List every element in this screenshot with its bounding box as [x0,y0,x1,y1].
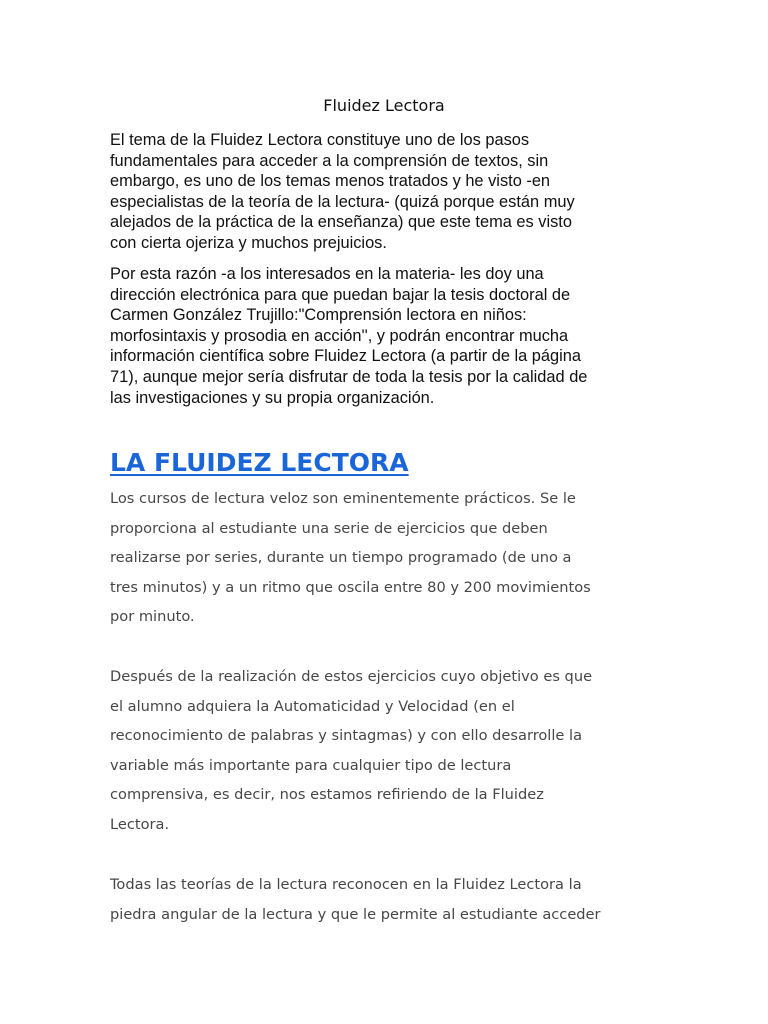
text-line: Después de la realización de estos ejercicios cuyo objetivo es que [110,668,593,685]
section-heading-link[interactable]: LA FLUIDEZ LECTORA [110,448,409,477]
text-line: reconocimiento de palabras y sintagmas) y con ello desarrolle la [110,727,583,745]
text-line: proporciona al estudiante una serie de ejercicios que deben [110,519,548,537]
text-line: comprensiva, es decir, nos estamos refiriendo de la Fluidez [110,786,544,804]
text-line: fundamentales para acceder a la comprensión de textos, sin [110,151,549,170]
body-paragraph-1 [110,484,670,632]
text-line: con cierta ojeriza y muchos prejuicios. [110,233,387,252]
text-line: las investigaciones y su propia organización. [110,388,435,407]
text-line: por minuto. [110,608,195,626]
text-line: Carmen González Trujillo:"Comprensión lectora en niños: [110,306,527,325]
text-line: 71), aunque mejor sería disfrutar de toda la tesis por la calidad de [110,367,588,386]
intro-paragraph-2 [110,264,670,408]
text-line: dirección electrónica para que puedan bajar la tesis doctoral de [110,285,571,304]
document-title: Fluidez Lectora [323,96,445,115]
text-line: Por esta razón -a los interesados en la materia- les doy una [110,265,544,283]
body-paragraph-2 [110,662,670,840]
text-line: El tema de la Fluidez Lectora constituye uno de los pasos [110,131,530,149]
text-line: morfosintaxis y prosodia en acción'', y podrán encontrar mucha [110,326,569,345]
text-line: el alumno adquiera la Automaticidad y Velocidad (en el [110,697,515,715]
text-line: alejados de la práctica de la enseñanza) que este tema es visto [110,213,572,232]
text-line: variable más importante para cualquier tipo de lectura [110,756,512,774]
text-line: información científica sobre Fluidez Lectora (a partir de la página [110,347,582,366]
body-paragraph-3 [110,870,670,929]
text-line: especialistas de la teoría de la lectura- (quizá porque están muy [110,192,575,211]
text-line: Todas las teorías de la lectura reconocen en la Fluidez Lectora la [110,876,582,893]
text-line: Lectora. [110,815,170,833]
intro-paragraph-1 [110,130,670,254]
text-line: Los cursos de lectura veloz son eminentemente prácticos. Se le [110,490,576,507]
text-line: tres minutos) y a un ritmo que oscila entre 80 y 200 movimientos [110,578,591,596]
text-line: embargo, es uno de los temas menos tratados y he visto -en [110,172,551,191]
text-line: realizarse por series, durante un tiempo programado (de uno a [110,549,572,567]
text-line: piedra angular de la lectura y que le permite al estudiante acceder [110,905,601,923]
